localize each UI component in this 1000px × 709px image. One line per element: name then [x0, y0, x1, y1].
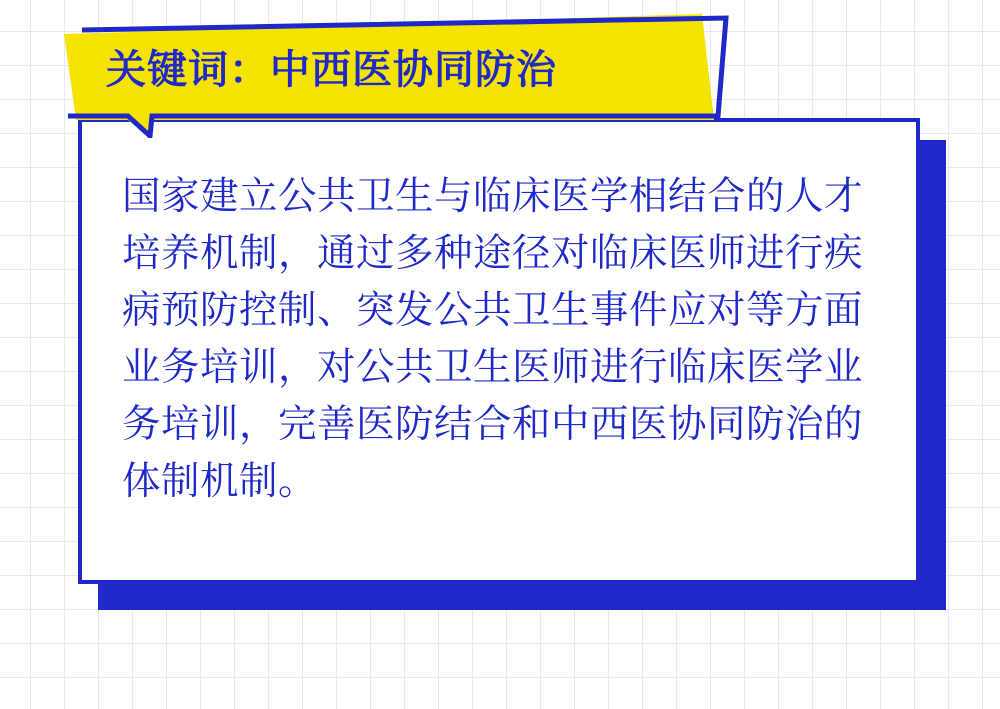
keyword-ribbon: [54, 8, 734, 138]
body-panel: [78, 118, 920, 584]
body-paragraph: 国家建立公共卫生与临床医学相结合的人才培养机制，通过多种途径对临床医师进行疾病预防控制、突发公共卫生事件应对等方面业务培训，对公共卫生医师进行临床医学业务培训，完善医防结合和中西医协同防治的体制机制。: [122, 174, 864, 504]
keyword-label: 关键词：中西医协同防治: [106, 47, 557, 93]
